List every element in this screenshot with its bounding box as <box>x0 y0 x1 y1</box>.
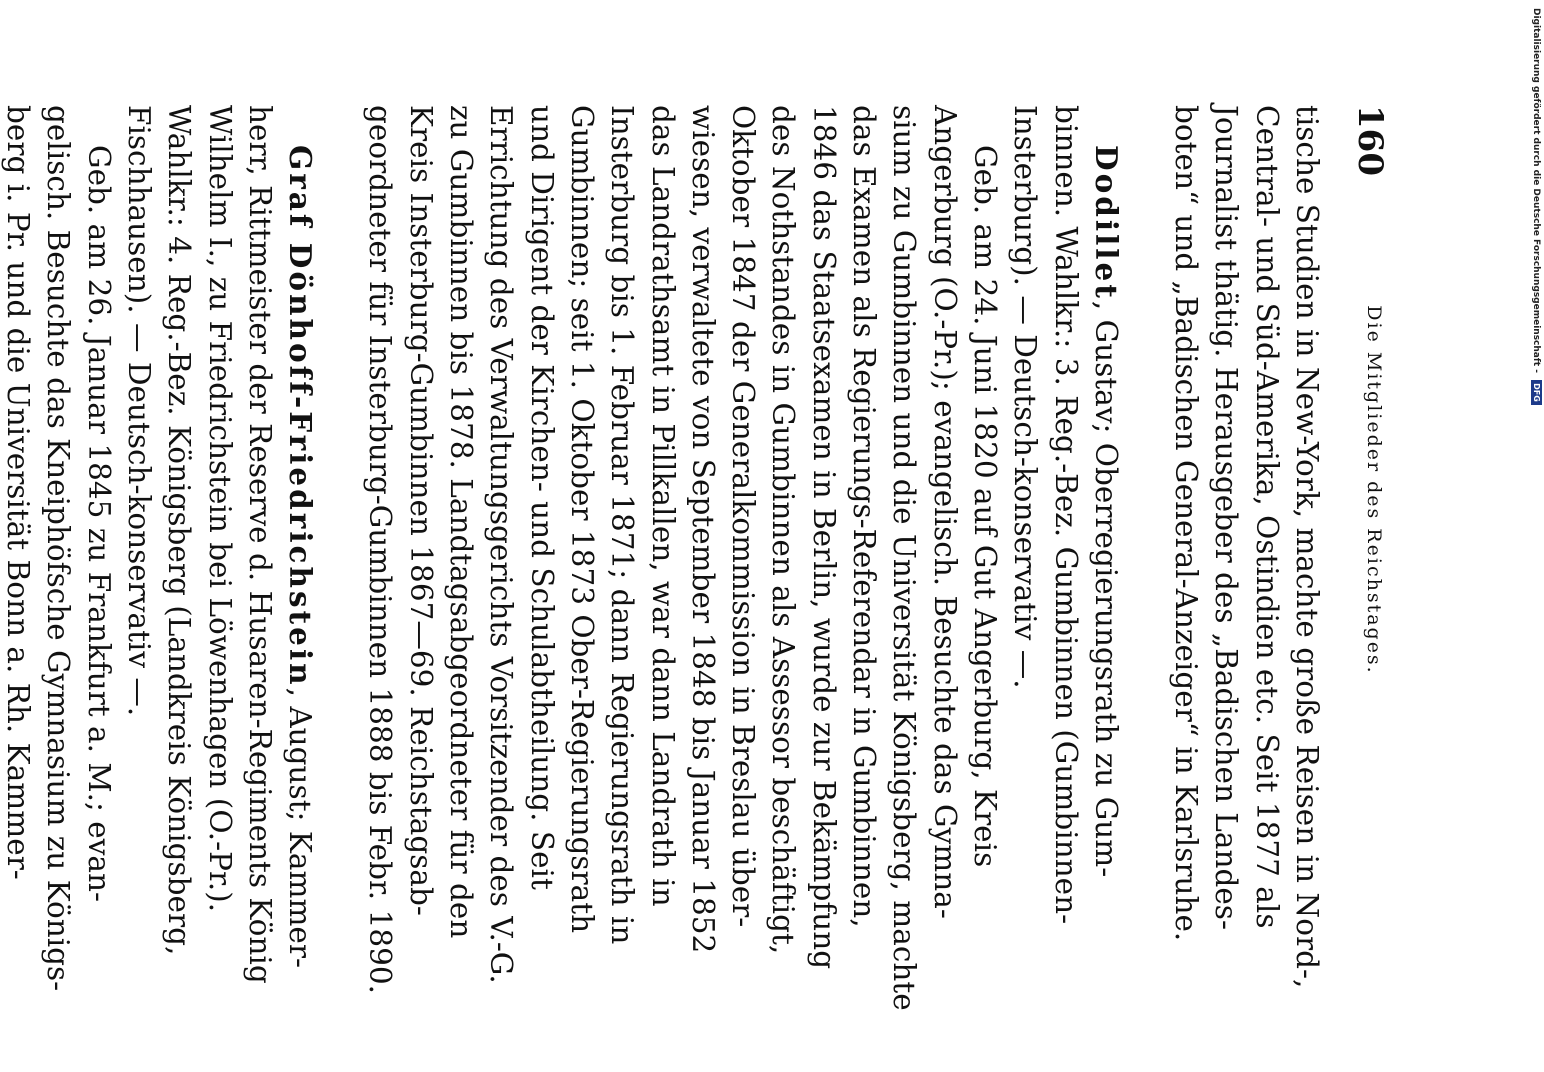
digitization-credit <box>1530 8 1544 402</box>
entry-dodillet <box>360 105 1126 1011</box>
credit-text: Digitalisierung gefördert durch die Deutsche Forschungsgemeinschaft - <box>1531 8 1541 373</box>
text-line: Journalist thätig. Herausgeber des „Badischen Landes- <box>1209 105 1244 930</box>
entry-doenhoff <box>0 105 320 992</box>
text-line: Geb. am 26. Januar 1845 zu Frankfurt a. M.; evan- <box>81 145 116 902</box>
entry-heading-line <box>1086 105 1126 878</box>
text-line: berg i. Pr. und die Universität Bonn a. Rh. Kammer- <box>1 105 36 880</box>
page-number: 160 <box>1350 105 1390 176</box>
text-line: gelisch. Besuchte das Kneiphöfsche Gymnasium zu Königs- <box>41 105 76 992</box>
text-line: herr, Rittmeister der Reserve d. Husaren-Regiments König <box>242 105 277 984</box>
text-line: Gumbinnen; seit 1. Oktober 1873 Ober-Regierungsrath <box>564 105 599 934</box>
text-line: boten“ und „Badischen General-Anzeiger“ in Karlsruhe. <box>1169 105 1204 942</box>
text-line: Fischhausen). — Deutsch-konservativ —. <box>121 105 156 717</box>
text-line: geordneter für Insterburg-Gumbinnen 1888 bis Febr. 1890. <box>363 105 398 995</box>
credit-text-block <box>1531 8 1542 405</box>
rotated-page <box>1 105 1395 1011</box>
text-line: des Nothstandes in Gumbinnen als Assessor beschäftigt, <box>766 105 801 955</box>
page-header <box>1335 105 1395 875</box>
text-line: Angerburg (O.-Pr.); evangelisch. Besuchte das Gymna- <box>927 105 962 919</box>
text-line: Insterburg). — Deutsch-konservativ —. <box>1008 105 1043 689</box>
dfg-logo-icon: DFG <box>1531 380 1542 405</box>
body-text <box>0 105 1327 1011</box>
text-line: binnen. Wahlkr.: 3. Reg.-Bez. Gumbinnen (Gumbinnen- <box>1048 105 1083 925</box>
member-name: Graf Dönhoff-Friedrichstein <box>283 145 319 688</box>
text-line: Insterburg bis 1. Februar 1871; dann Regierungsrath in <box>605 105 640 945</box>
text-line: das Examen als Regierungs-Referendar in Gumbinnen, <box>847 105 882 928</box>
text-line: , August; Kammer- <box>283 687 318 968</box>
text-line-indented <box>78 105 118 902</box>
text-line: Geb. am 24. Juni 1820 auf Gut Angerburg, Kreis <box>967 145 1002 868</box>
text-line: Central- und Süd-Amerika, Ostindien etc. Seit 1877 als <box>1249 105 1284 929</box>
member-name: Dodillet <box>1088 145 1124 301</box>
text-line: Errichtung des Verwaltungsgerichts Vorsitzender des V.-G. <box>484 105 519 984</box>
text-line: 1846 das Staatsexamen in Berlin, wurde zur Bekämpfung <box>806 105 841 970</box>
text-line: Kreis Insterburg-Gumbinnen 1867—69. Reichstagsab- <box>403 105 438 916</box>
text-line: zu Gumbinnen bis 1878. Landtagsabgeordneter für den <box>444 105 479 939</box>
text-line: wiesen, verwaltete von September 1848 bis Januar 1852 <box>685 105 720 954</box>
text-line-indented <box>965 105 1005 875</box>
text-line: tische Studien in New-York, machte große Reisen in Nord-, <box>1290 105 1324 989</box>
text-line: das Landrathsamt in Pillkallen, war dann Landrath in <box>645 105 680 907</box>
text-line: Oktober 1847 der Generalkommission in Breslau über- <box>726 105 761 928</box>
text-line: Wilhelm I., zu Friedrichstein bei Löwenhagen (O.-Pr.). <box>202 105 237 913</box>
running-head: Die Mitglieder des Reichstages. <box>1363 305 1385 675</box>
entry-heading-line <box>280 105 320 968</box>
text-line: Wahlkr.: 4. Reg.-Bez. Königsberg (Landkreis Königsberg, <box>162 105 197 956</box>
text-line: , Gustav; Oberregierungsrath zu Gum- <box>1088 300 1123 878</box>
entry-continuation <box>1166 105 1327 989</box>
text-line: sium zu Gumbinnen und die Universität Königsberg, machte <box>887 105 922 1011</box>
text-line: und Dirigent der Kirchen- und Schulabtheilung. Seit <box>524 105 559 890</box>
